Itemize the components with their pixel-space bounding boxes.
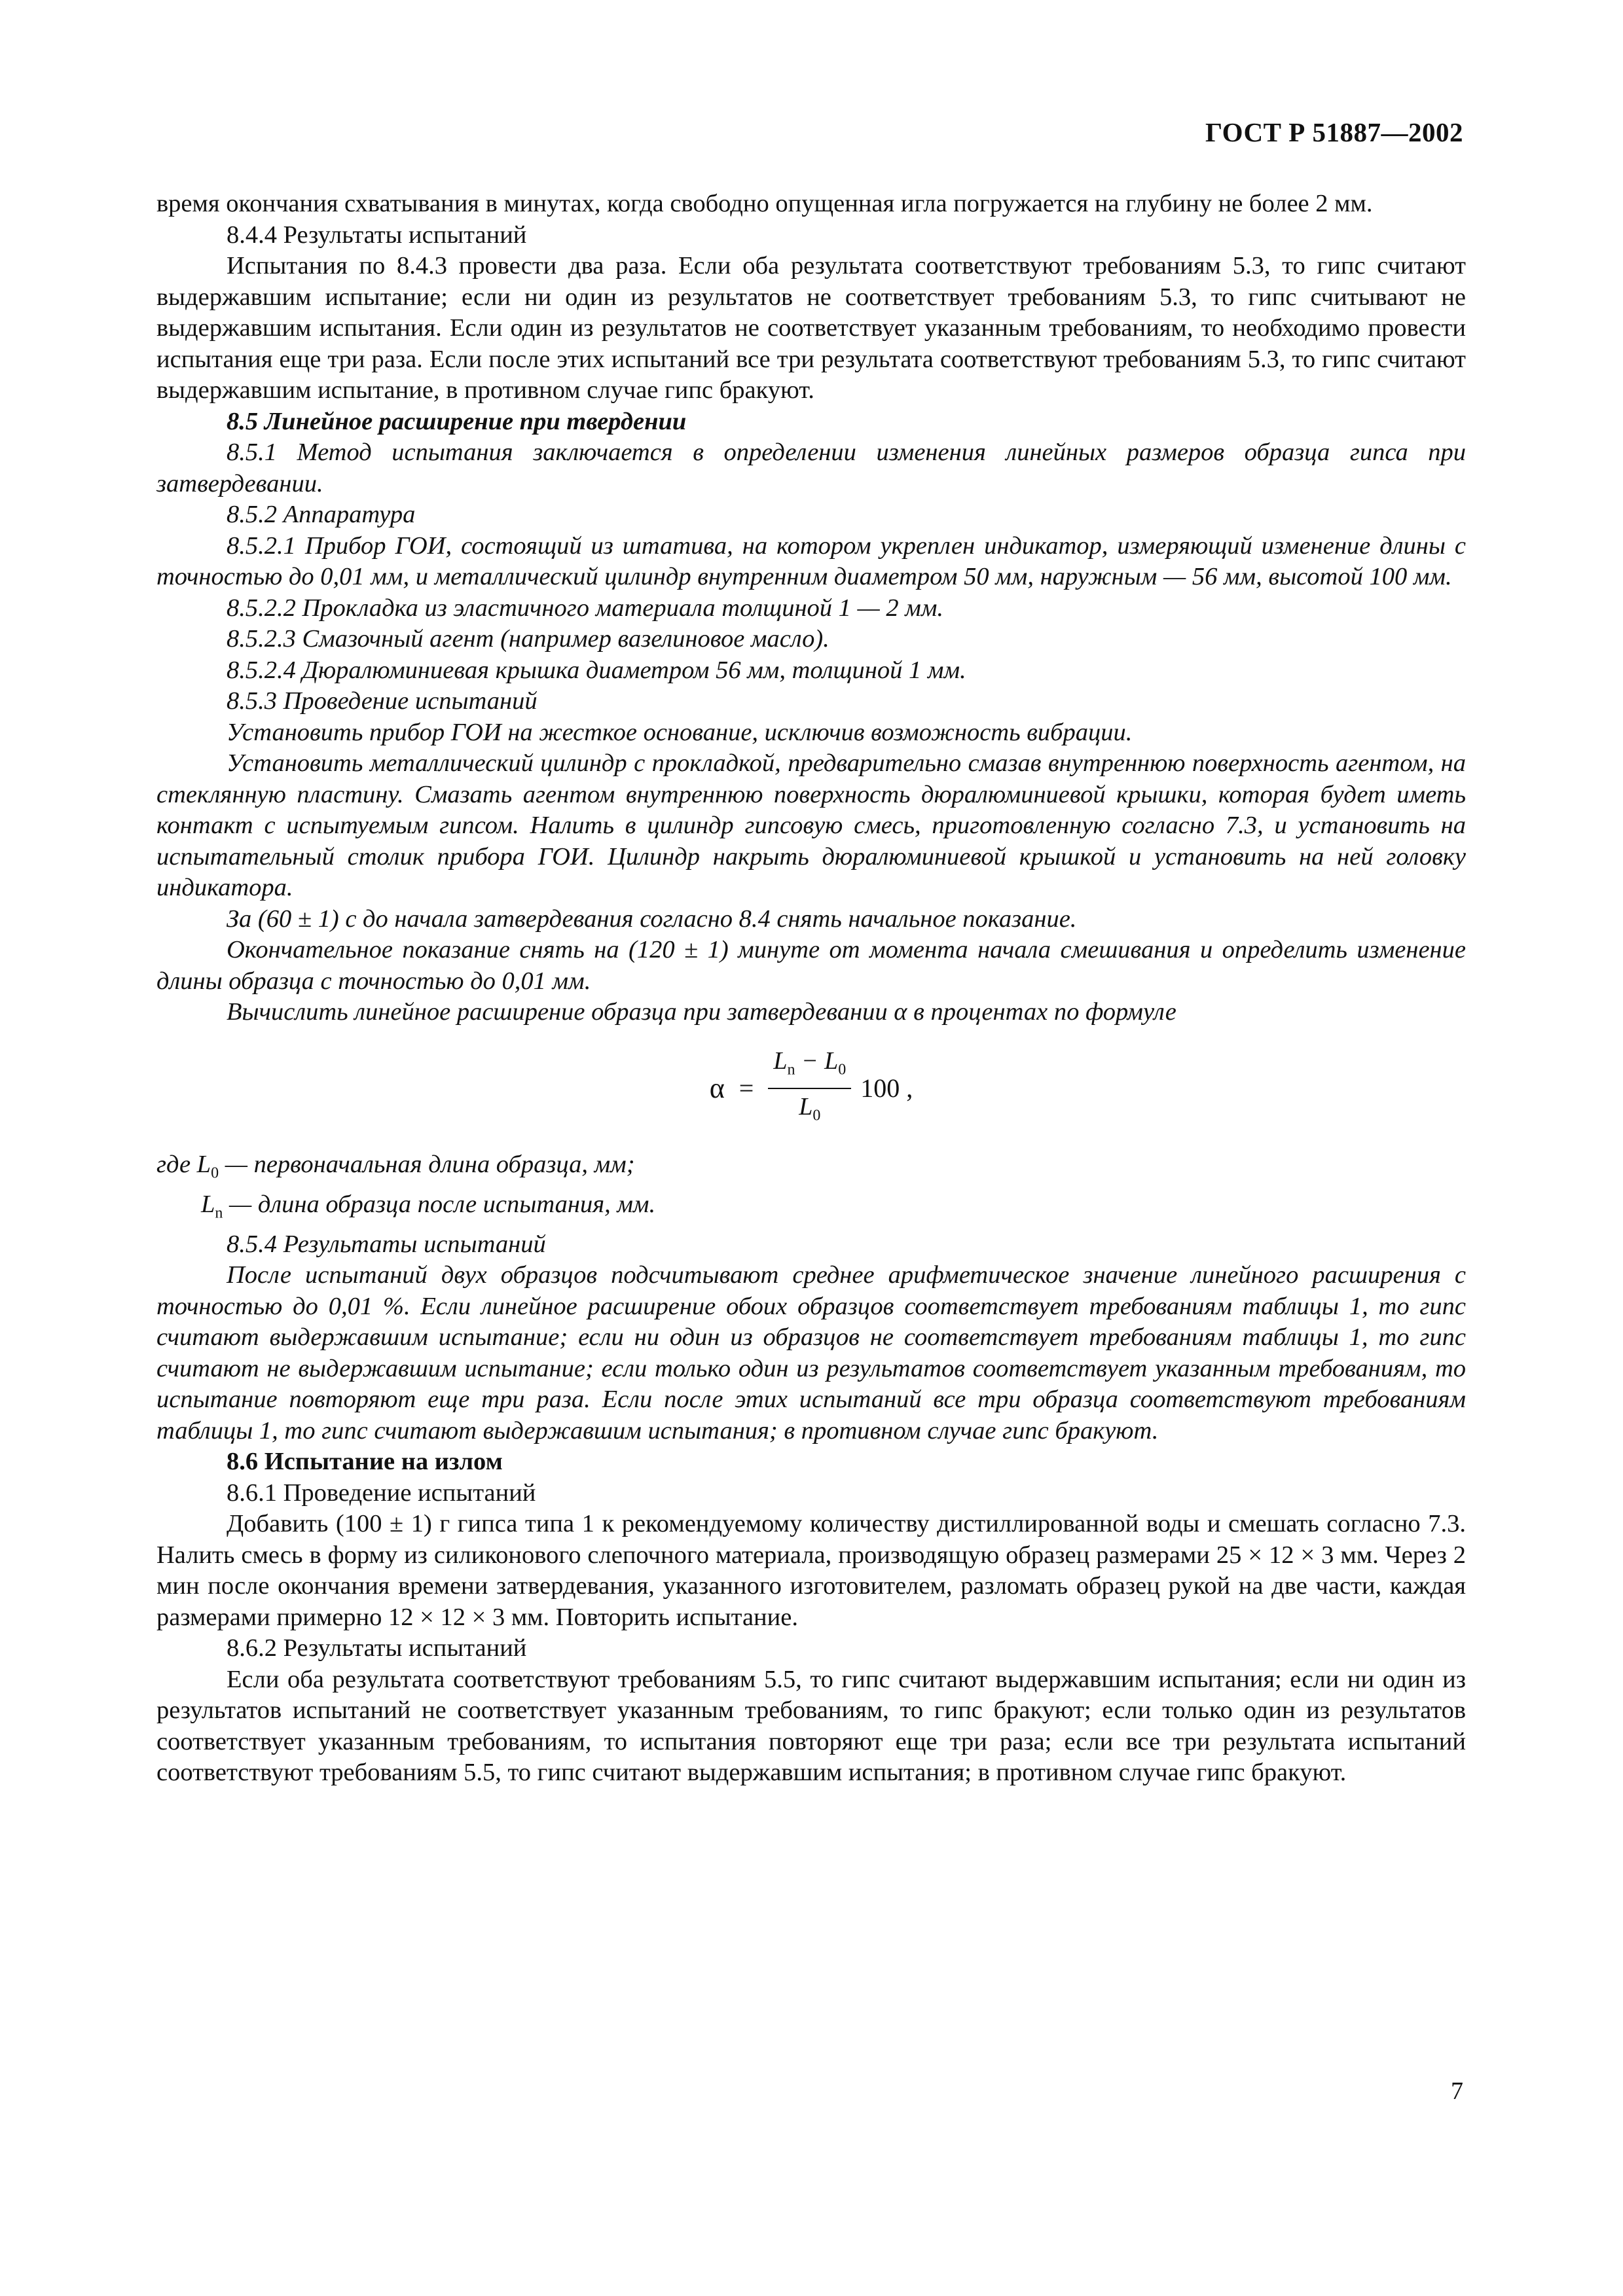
- paragraph-8-4-4-body: Испытания по 8.4.3 провести два раза. Если оба результата соответствуют требованиям 5.3, то гипс считают выдержавшим испытание; если ни один из результатов не соответствует требованиям 5.3, то гипс считывают не выдержавшим испытания. Если один из результатов не соответствует указанным требованиям, то необходимо провести испытания еще три раза. Если после этих испытаний все три результата соответствуют требованиям 5.3, то гипс считают выдержавшим испытание, в противном случае гипс бракуют.: [156, 252, 1466, 404]
- formula-equals: =: [739, 1073, 754, 1103]
- paragraph-8-5-4-body: После испытаний двух образцов подсчитывают среднее арифметическое значение линейного расширения с точностью до 0,01 %. Если линейное расширение обоих образцов соответствует требованиям таблицы 1, то гипс считают выдержавшим испытание; если ни один из образцов не соответствует требованиям таблицы 1, то гипс считают не выдержавшим испытание; если только один из результатов соответствует указанным требованиям, то испытание повторяют еще три раза. Если после этих испытаний все три образца соответствуют требованиям таблицы 1, то гипс считают выдержавшим испытания; в противном случае гипс бракуют.: [156, 1261, 1466, 1444]
- definition-ln: $L_n$ — длина образца после испытания, мм.: [201, 1190, 656, 1222]
- section-heading-8-6-1: 8.6.1 Проведение испытаний: [227, 1479, 536, 1507]
- section-8-5-1: 8.5.1 Метод испытания заключается в определении изменения линейных размеров образца гипса при затвердевании.: [156, 439, 1466, 497]
- formula-multiplier: 100 ,: [860, 1073, 913, 1103]
- section-heading-8-4-4: 8.4.4 Результаты испытаний: [227, 221, 527, 249]
- paragraph-final-reading: Окончательное показание снять на (120 ± 1) минуте от момента начала смешивания и определить изменение длины образца с точностью до 0,01 мм.: [156, 936, 1466, 995]
- formula-numerator: $L_n - L_0$: [768, 1047, 851, 1089]
- formula-alpha: α: [709, 1072, 725, 1105]
- section-heading-8-5-3: 8.5.3 Проведение испытаний: [227, 687, 538, 715]
- section-heading-8-6-2: 8.6.2 Результаты испытаний: [227, 1634, 527, 1662]
- section-8-5-2-2: 8.5.2.2 Прокладка из эластичного материала толщиной 1 — 2 мм.: [227, 594, 944, 622]
- paragraph-formula-intro: Вычислить линейное расширение образца при затвердевании α в процентах по формуле: [227, 998, 1176, 1026]
- section-8-5-2-1: 8.5.2.1 Прибор ГОИ, состоящий из штатива, на котором укреплен индикатор, измеряющий изменение длины с точностью до 0,01 мм, и металлический цилиндр внутренним диаметром 50 мм, наружным — 56 мм, высотой 100 мм.: [156, 531, 1466, 590]
- paragraph-install-device: Установить прибор ГОИ на жесткое основание, исключив возможность вибрации.: [227, 718, 1133, 746]
- paragraph-8-6-1-body: Добавить (100 ± 1) г гипса типа 1 к рекомендуемому количеству дистиллированной воды и смешать согласно 7.3. Налить смесь в форму из силиконового слепочного материала, производящую образец размерами 25 × 12 × 3 мм. Через 2 мин после окончания времени затвердевания, указанного изготовителем, разломать образец рукой на две части, каждая размерами примерно 12 × 12 × 3 мм. Повторить испытание.: [156, 1510, 1466, 1631]
- section-heading-8-5: 8.5 Линейное расширение при твердении: [227, 407, 687, 435]
- section-8-5-2-3: 8.5.2.3 Смазочный агент (например вазелиновое масло).: [227, 625, 830, 653]
- document-body: [156, 188, 1466, 1789]
- paragraph-8-6-2-body: Если оба результата соответствуют требованиям 5.5, то гипс считают выдержавшим испытания; если ни один из результатов испытаний не соответствует указанным требованиям, то гипс бракуют; если только один из результатов соответствует указанным требованиям, то испытания повторяют еще три раза; если все три результата испытаний соответствуют требованиям 5.5, то гипс считают выдержавшим испытания; в противном случае гипс бракуют.: [156, 1665, 1466, 1787]
- section-8-5-2-4: 8.5.2.4 Дюралюминиевая крышка диаметром 56 мм, толщиной 1 мм.: [227, 656, 966, 684]
- paragraph-initial-reading: За (60 ± 1) с до начала затвердевания согласно 8.4 снять начальное показание.: [227, 905, 1077, 933]
- formula-denominator: $L_0$: [799, 1093, 821, 1124]
- paragraph-continuation: время окончания схватывания в минутах, когда свободно опущенная игла погружается на глубину не более 2 мм.: [156, 190, 1373, 217]
- section-heading-8-6: 8.6 Испытание на излом: [227, 1448, 503, 1476]
- section-heading-8-5-2: 8.5.2 Аппаратура: [227, 501, 416, 528]
- section-heading-8-5-4: 8.5.4 Результаты испытаний: [227, 1230, 546, 1258]
- paragraph-install-cylinder: Установить металлический цилиндр с прокладкой, предварительно смазав внутреннюю поверхность агентом, на стеклянную пластину. Смазать агентом внутреннюю поверхность дюралюминиевой крышки, которая будет иметь контакт с испытуемым гипсом. Налить в цилиндр гипсовую смесь, приготовленную согласно 7.3, и установить на испытательный столик прибора ГОИ. Цилиндр накрыть дюралюминиевой крышкой и установить на ней головку индикатора.: [156, 749, 1466, 901]
- definition-l0: где $L_0$ — первоначальная длина образца, мм;: [156, 1150, 635, 1182]
- document-code: ГОСТ Р 51887—2002: [1205, 117, 1463, 147]
- formula-fraction: [768, 1047, 851, 1129]
- page-number: 7: [1451, 2077, 1463, 2105]
- linear-expansion-formula: [156, 1028, 1466, 1149]
